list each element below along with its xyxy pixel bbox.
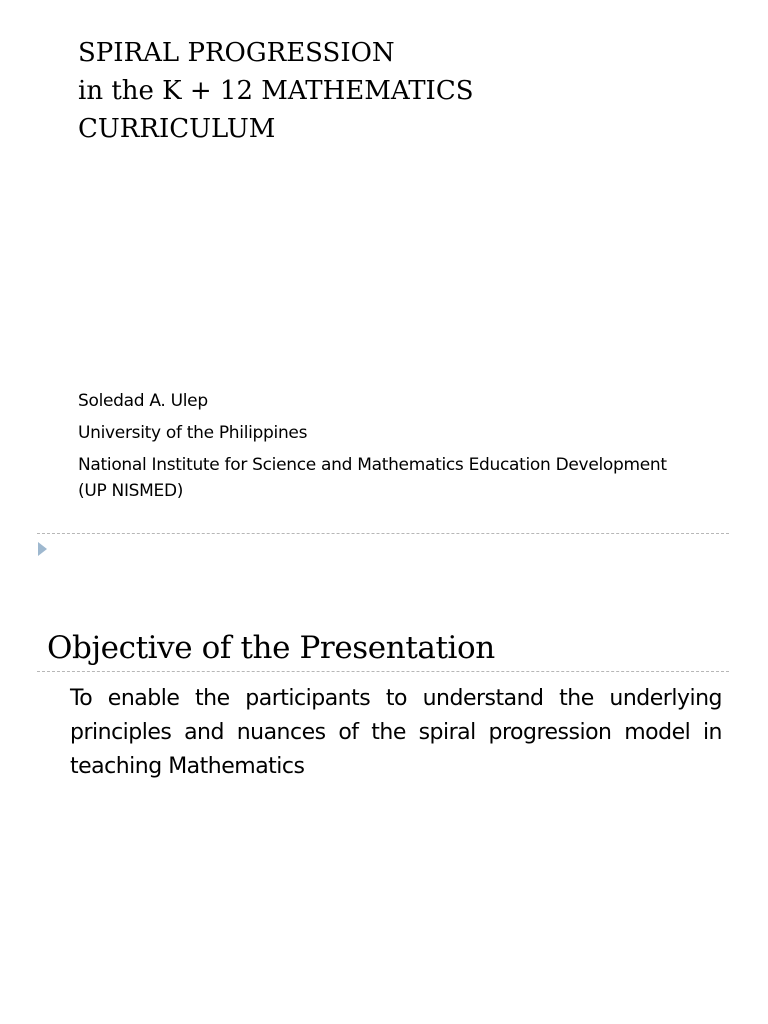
author-info [78,388,667,504]
title-line-3: CURRICULUM [78,114,276,144]
author-name: Soledad A. Ulep [78,391,208,411]
triangle-bullet-icon [38,542,47,556]
slide-title [78,34,474,148]
slide-divider [37,533,729,534]
title-line-1: SPIRAL PROGRESSION [78,38,395,68]
objective-paragraph: To enable the participants to understand the underlying principles and nuances of the spiral progression model in teaching Mathematics [70,686,722,779]
affiliation-university: University of the Philippines [78,423,308,443]
title-line-2: in the K + 12 MATHEMATICS [78,76,474,106]
affiliation-institute-abbrev: (UP NISMED) [78,481,184,501]
affiliation-institute: National Institute for Science and Mathematics Education Development [78,455,667,475]
heading-divider [37,671,729,672]
section-heading: Objective of the Presentation [47,630,495,666]
